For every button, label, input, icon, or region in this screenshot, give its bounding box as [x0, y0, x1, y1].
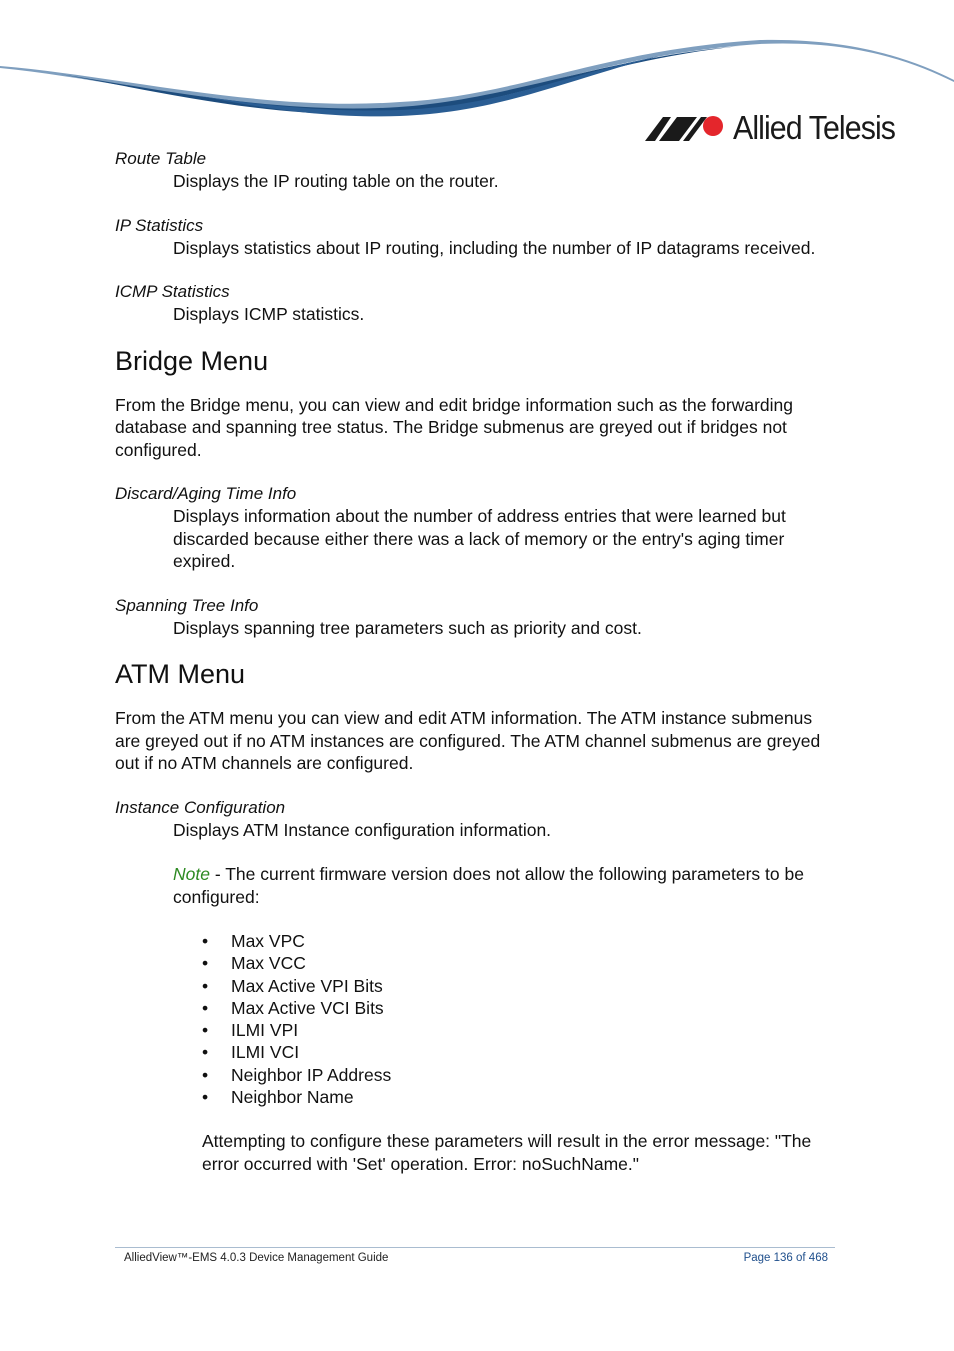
desc-instance-configuration: Displays ATM Instance configuration information.	[173, 819, 552, 840]
footer-page-number: Page 136 of 468	[743, 1252, 828, 1264]
list-item: • Max VPC	[202, 930, 840, 952]
desc-ip-statistics: Displays statistics about IP routing, including the number of IP datagrams received.	[173, 237, 816, 258]
logo-text: Allied Telesis	[733, 109, 896, 146]
atm-menu-heading: ATM Menu	[115, 659, 246, 689]
note-paragraph	[173, 863, 840, 908]
term-discard-aging: Discard/Aging Time Info	[115, 484, 297, 503]
desc-spanning-tree: Displays spanning tree parameters such as priority and cost.	[173, 617, 642, 638]
note-label: Note	[173, 864, 210, 884]
note-text: - The current firmware version does not allow the following parameters to be configured:	[173, 864, 804, 907]
error-message-paragraph: Attempting to configure these parameters will result in the error message: "The error occurred with 'Set' operation. Error: noSuchName."	[202, 1131, 812, 1174]
desc-route-table: Displays the IP routing table on the router.	[173, 171, 499, 191]
atm-intro: From the ATM menu you can view and edit ATM information. The ATM instance submenus are greyed out if no ATM instances are configured. The ATM channel submenus are greyed out if no ATM channels are configured.	[115, 708, 821, 773]
list-item: • ILMI VPI	[202, 1019, 840, 1041]
allied-telesis-logo	[645, 108, 909, 148]
list-item: • Neighbor Name	[202, 1086, 840, 1108]
unsupported-parameter-list	[202, 930, 840, 1108]
footer-divider	[115, 1247, 835, 1248]
list-item: • Max VCC	[202, 952, 840, 974]
term-icmp-statistics: ICMP Statistics	[115, 282, 230, 301]
bridge-menu-heading: Bridge Menu	[115, 345, 269, 376]
list-item: • ILMI VCI	[202, 1041, 840, 1063]
page-content	[115, 148, 840, 1197]
logo-mark-icon	[645, 115, 725, 141]
desc-icmp-statistics: Displays ICMP statistics.	[173, 304, 365, 324]
list-item: • Neighbor IP Address	[202, 1064, 840, 1086]
term-instance-configuration: Instance Configuration	[115, 797, 286, 817]
term-ip-statistics: IP Statistics	[115, 215, 204, 235]
list-item: • Max Active VPI Bits	[202, 975, 840, 997]
footer-document-title: AlliedView™-EMS 4.0.3 Device Management Guide	[124, 1252, 389, 1264]
term-spanning-tree: Spanning Tree Info	[115, 595, 259, 615]
bridge-intro: From the Bridge menu, you can view and edit bridge information such as the forwarding database and spanning tree status. The Bridge submenus are greyed out if bridges not configured.	[115, 394, 793, 460]
desc-discard-aging: Displays information about the number of address entries that were learned but discarded because either there was a lack of memory or the entry's aging timer expired.	[173, 506, 786, 571]
term-route-table: Route Table	[115, 149, 207, 168]
list-item: • Max Active VCI Bits	[202, 997, 840, 1019]
